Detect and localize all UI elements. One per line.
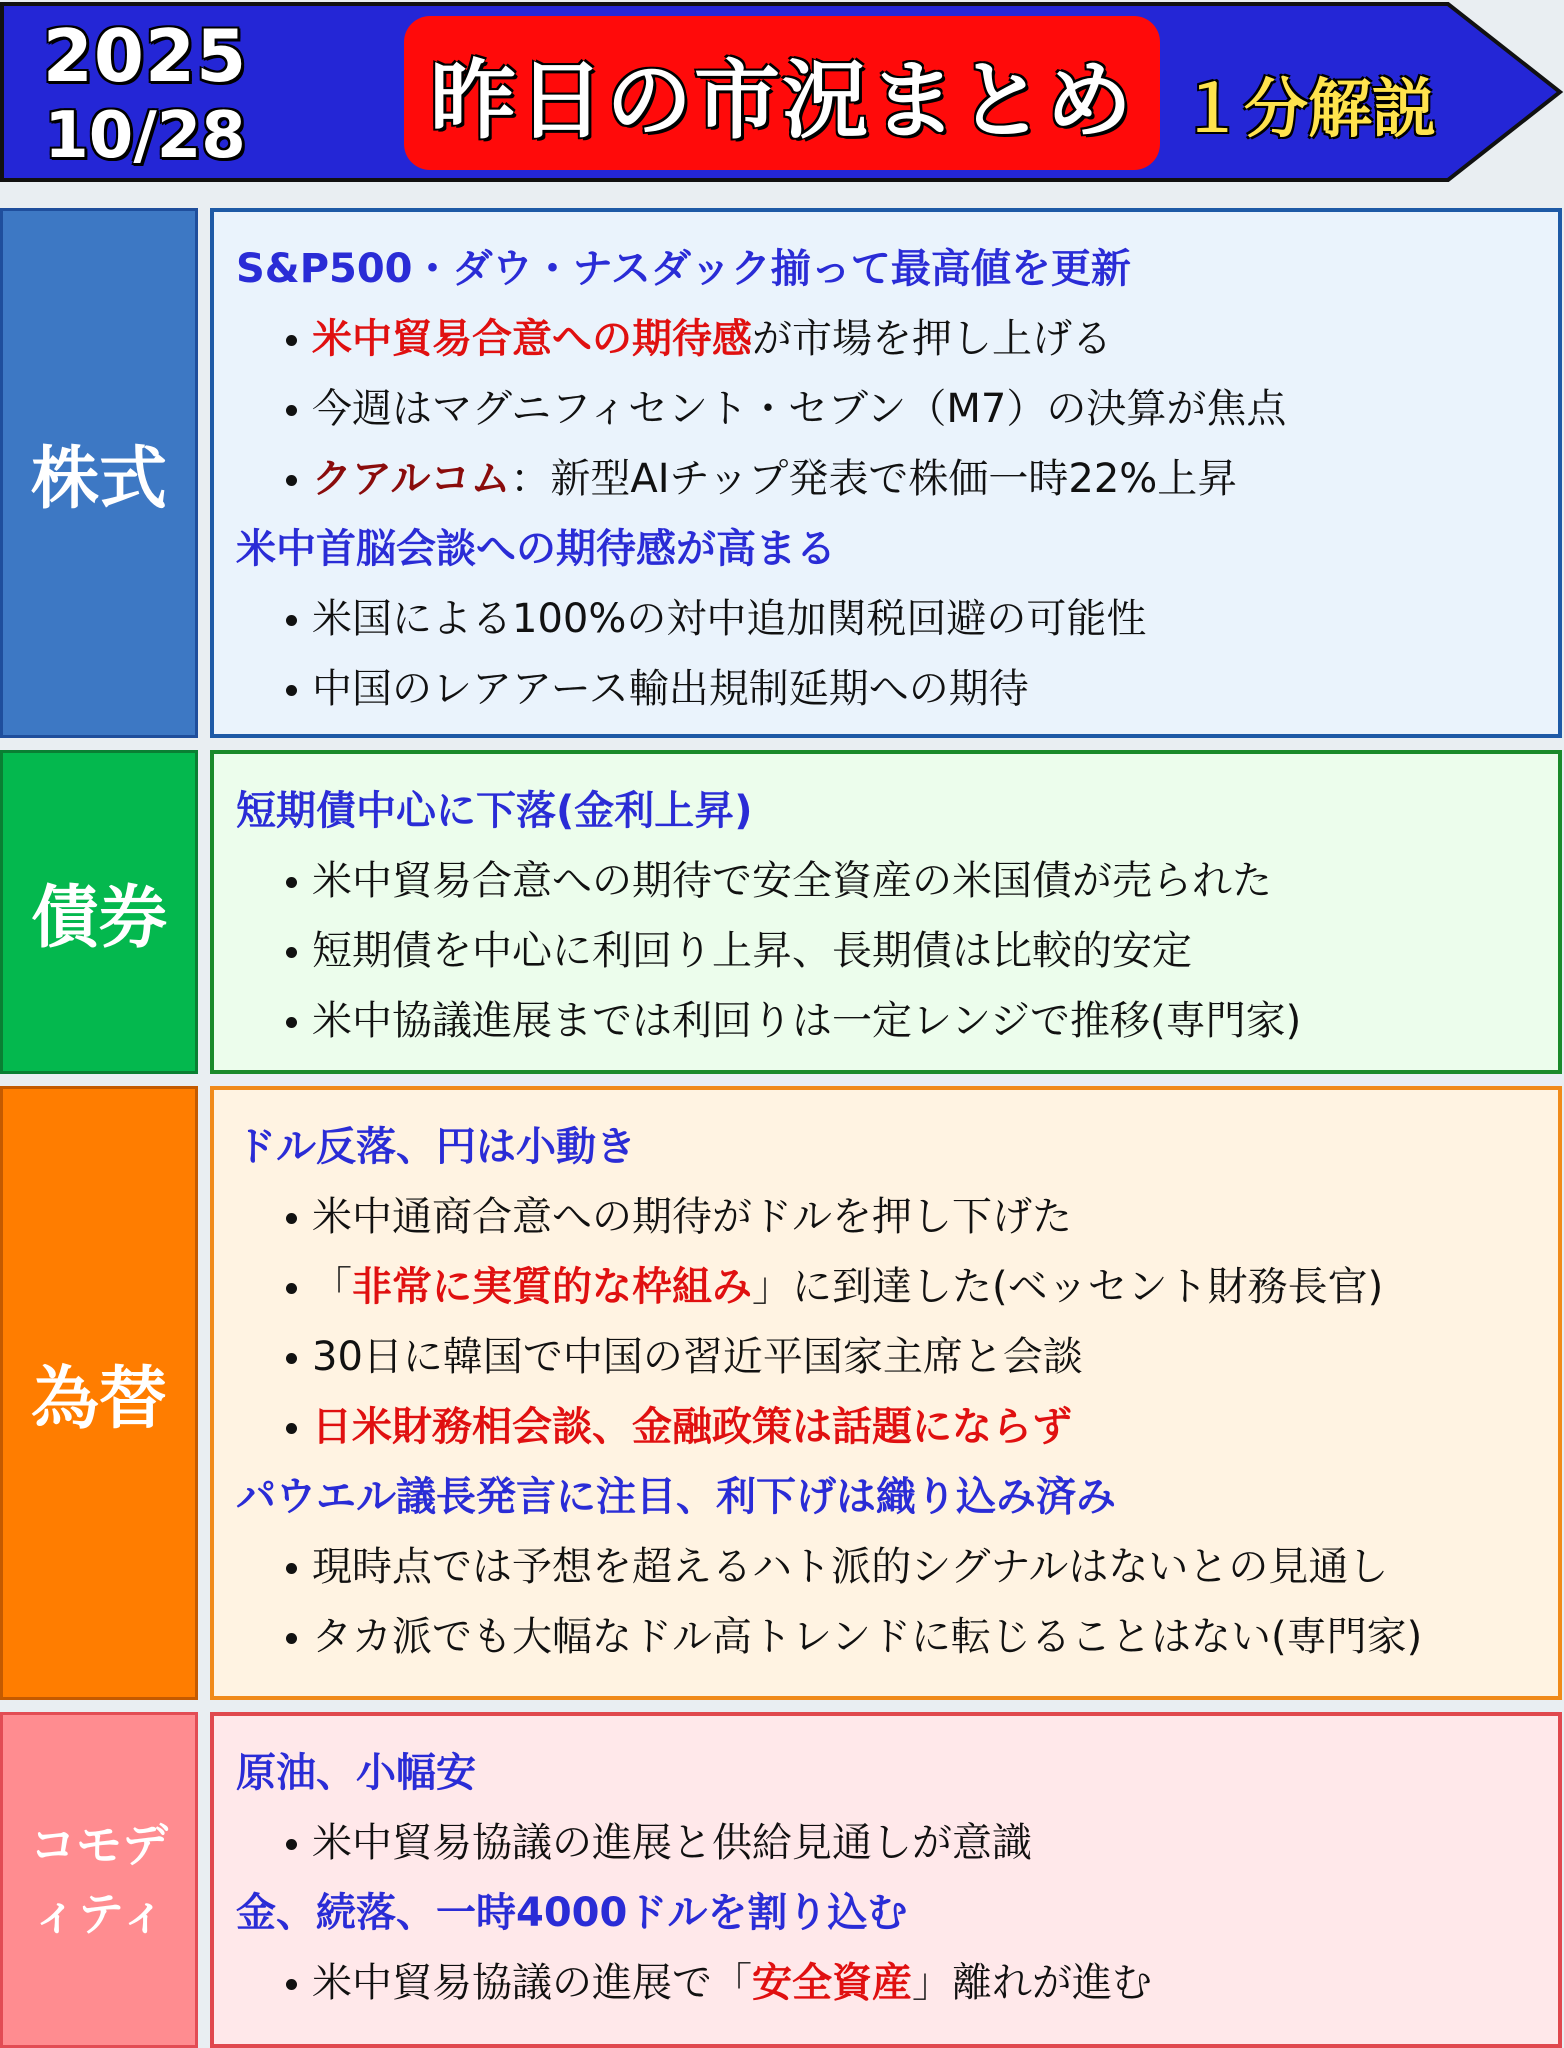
stocks-bullet-2: 今週はマグニフィセント・セブン（M7）の決算が焦点 — [236, 374, 1538, 444]
fx-bullet-6: タカ派でも大幅なドル高トレンドに転じることはない(専門家) — [236, 1602, 1538, 1672]
fx-bullet-3: 30日に韓国で中国の習近平国家主席と会談 — [236, 1322, 1538, 1392]
fx-bullet-1: 米中通商合意への期待がドルを押し下げた — [236, 1182, 1538, 1252]
fx-bullet-2-emphasis: 非常に実質的な枠組み — [352, 1264, 752, 1310]
section-label-fx: 為替 — [0, 1086, 198, 1700]
section-label-commodity — [0, 1712, 198, 2048]
stocks-bullet-1 — [236, 304, 1538, 374]
bonds-bullet-2: 短期債を中心に利回り上昇、長期債は比較的安定 — [236, 916, 1538, 986]
fx-bullet-4: 日米財務相会談、金融政策は話題にならず — [236, 1392, 1538, 1462]
section-fx — [0, 1086, 1564, 1700]
title-pill — [404, 16, 1160, 170]
date-month-day: 10/28 — [44, 99, 246, 173]
commodity-bullet-2 — [236, 1948, 1538, 2018]
commodity-bullet-2-pre: 米中貿易協議の進展で「 — [312, 1960, 752, 2006]
fx-panel — [210, 1086, 1562, 1700]
stocks-heading-1: S&P500・ダウ・ナスダック揃って最高値を更新 — [236, 246, 1131, 292]
page-subtitle: １分解説 — [1180, 73, 1436, 147]
section-label-stocks: 株式 — [0, 208, 198, 738]
stocks-bullet-3-text: ：新型AIチップ発表で株価一時22%上昇 — [510, 456, 1238, 502]
commodity-heading-2: 金、続落、一時4000ドルを割り込む — [236, 1890, 908, 1936]
bonds-bullet-3: 米中協議進展までは利回りは一定レンジで推移(専門家) — [236, 986, 1538, 1056]
commodity-bullet-2-emphasis: 安全資産 — [752, 1960, 912, 2006]
stocks-bullet-1-emphasis: 米中貿易合意への期待感 — [312, 316, 752, 362]
stocks-panel — [210, 208, 1562, 738]
fx-bullet-2 — [236, 1252, 1538, 1322]
commodity-label-line-2: ィティ — [31, 1887, 167, 1941]
fx-heading-1: ドル反落、円は小動き — [236, 1124, 636, 1170]
fx-bullet-2-text: 」に到達した(ベッセント財務長官) — [752, 1264, 1384, 1310]
commodity-label-line-1: コモデ — [30, 1818, 168, 1872]
stocks-bullet-3 — [236, 444, 1538, 514]
commodity-heading-1: 原油、小幅安 — [236, 1750, 476, 1796]
stocks-bullet-1-text: が市場を押し上げる — [752, 316, 1112, 362]
bonds-heading: 短期債中心に下落(金利上昇) — [236, 788, 753, 834]
bonds-panel — [210, 750, 1562, 1074]
date-year: 2025 — [42, 14, 248, 98]
commodity-bullet-1: 米中貿易協議の進展と供給見通しが意識 — [236, 1808, 1538, 1878]
section-commodity — [0, 1712, 1564, 2048]
fx-bullet-5: 現時点では予想を超えるハト派的シグナルはないとの見通し — [236, 1532, 1538, 1602]
stocks-bullet-4: 米国による100%の対中追加関税回避の可能性 — [236, 584, 1538, 654]
commodity-bullet-2-post: 」離れが進む — [912, 1960, 1152, 2006]
page-title: 昨日の市況まとめ — [430, 51, 1134, 151]
fx-heading-2: パウエル議長発言に注目、利下げは織り込み済み — [236, 1474, 1116, 1520]
section-bonds — [0, 750, 1564, 1074]
stocks-bullet-3-emphasis: クアルコム — [312, 456, 511, 502]
section-label-bonds: 債券 — [0, 750, 198, 1074]
bonds-bullet-1: 米中貿易合意への期待で安全資産の米国債が売られた — [236, 846, 1538, 916]
section-stocks — [0, 208, 1564, 738]
stocks-bullet-5: 中国のレアアース輸出規制延期への期待 — [236, 654, 1538, 724]
stocks-heading-2: 米中首脳会談への期待感が高まる — [236, 526, 836, 572]
commodity-panel — [210, 1712, 1562, 2048]
fx-bullet-2-open: 「 — [312, 1264, 352, 1310]
